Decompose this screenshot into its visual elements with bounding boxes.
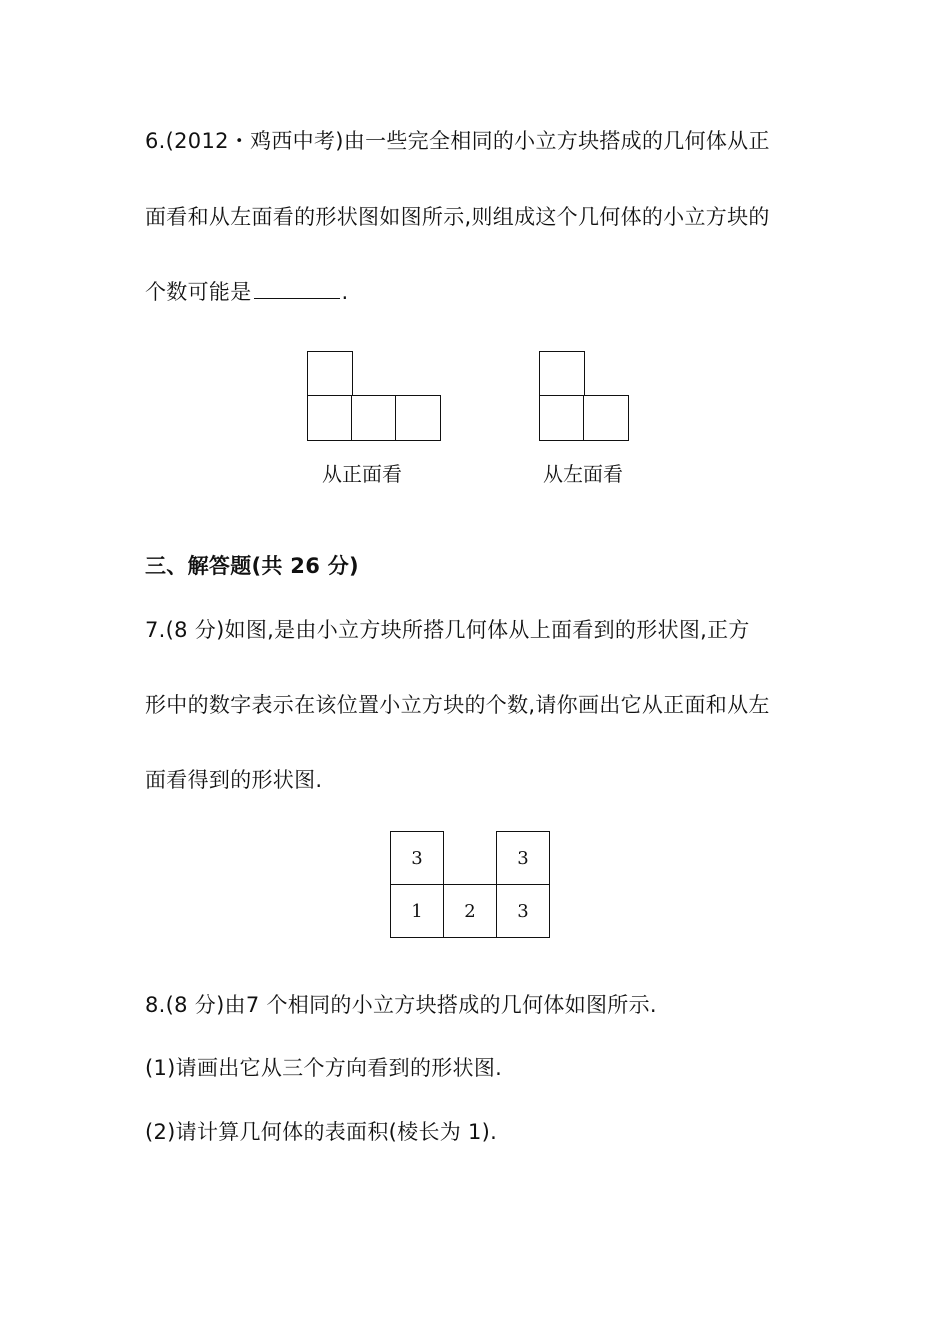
left-view-cell <box>539 351 585 397</box>
grid-cell: 3 <box>497 832 550 885</box>
q6-line-1: 6.(2012・鸡西中考)由一些完全相同的小立方块搭成的几何体从正 <box>145 129 770 153</box>
q7-line-2: 形中的数字表示在该位置小立方块的个数,请你画出它从正面和从左 <box>145 693 770 717</box>
front-view-cell <box>395 395 441 441</box>
grid-cell-empty <box>444 832 497 885</box>
top-view-grid <box>390 831 550 938</box>
grid-row <box>391 832 550 885</box>
grid-cell: 1 <box>391 885 444 938</box>
q8-line-1: 8.(8 分)由7 个相同的小立方块搭成的几何体如图所示. <box>145 993 657 1017</box>
grid-cell: 3 <box>391 832 444 885</box>
front-view-label: 从正面看 <box>322 462 402 486</box>
front-view-cell <box>307 351 353 397</box>
grid-cell: 2 <box>444 885 497 938</box>
section-heading: 三、解答题(共 26 分) <box>145 554 359 578</box>
answer-blank <box>254 278 340 299</box>
q8-part-1: (1)请画出它从三个方向看到的形状图. <box>145 1056 503 1080</box>
q6-line-3 <box>145 278 348 306</box>
grid-row <box>391 885 550 938</box>
q6-line-2: 面看和从左面看的形状图如图所示,则组成这个几何体的小立方块的 <box>145 205 770 229</box>
q6-line-3-end: . <box>341 280 349 304</box>
left-view-cell <box>539 395 585 441</box>
q7-line-3: 面看得到的形状图. <box>145 768 323 792</box>
q7-line-1: 7.(8 分)如图,是由小立方块所搭几何体从上面看到的形状图,正方 <box>145 618 750 642</box>
front-view-cell <box>307 395 353 441</box>
front-view-cell <box>351 395 397 441</box>
left-view-cell <box>583 395 629 441</box>
grid-cell: 3 <box>497 885 550 938</box>
q8-part-2: (2)请计算几何体的表面积(棱长为 1). <box>145 1120 498 1144</box>
left-view-label: 从左面看 <box>543 462 623 486</box>
q6-line-3-text: 个数可能是 <box>145 280 252 304</box>
